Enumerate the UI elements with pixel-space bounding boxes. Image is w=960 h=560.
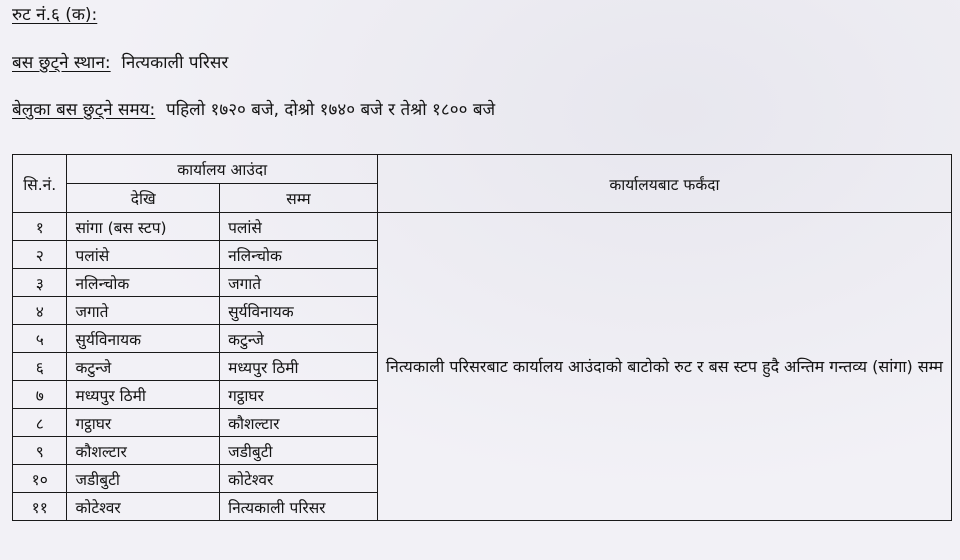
evening-time-value: पहिलो १७२० बजे, दोश्रो १७४० बजे र तेश्रो १८०० बजे (166, 100, 496, 120)
row-from: सुर्यविनायक (67, 325, 220, 353)
row-serial: ११ (13, 493, 67, 521)
row-to: गट्ठाघर (220, 381, 378, 409)
row-from: पलांसे (67, 241, 220, 269)
row-serial: १ (13, 213, 67, 241)
row-from: जडीबुटी (67, 465, 220, 493)
row-serial: ७ (13, 381, 67, 409)
return-route-description: नित्यकाली परिसरबाट कार्यालय आउंदाको बाटोको रुट र बस स्टप हुदै अन्तिम गन्तव्य (सांगा) सम्म (377, 213, 951, 521)
row-serial: ९ (13, 437, 67, 465)
row-serial: ८ (13, 409, 67, 437)
row-from: गट्ठाघर (67, 409, 220, 437)
row-serial: ३ (13, 269, 67, 297)
row-to: कोटेश्वर (220, 465, 378, 493)
row-serial: १० (13, 465, 67, 493)
row-to: कटुन्जे (220, 325, 378, 353)
table-header-row (13, 155, 952, 184)
table-row (13, 213, 952, 241)
departure-place-line (12, 50, 228, 73)
evening-time-label: बेलुका बस छुट्ने समय: (12, 100, 156, 120)
row-from: कौशल्टार (67, 437, 220, 465)
route-table (12, 154, 952, 521)
header-serial-number: सि.नं. (13, 155, 67, 213)
row-to: नित्यकाली परिसर (220, 493, 378, 521)
row-from: कोटेश्वर (67, 493, 220, 521)
row-to: मध्यपुर ठिमी (220, 353, 378, 381)
row-to: पलांसे (220, 213, 378, 241)
header-coming-to-office: कार्यालय आउंदा (67, 155, 377, 184)
row-to: जगाते (220, 269, 378, 297)
row-from: जगाते (67, 297, 220, 325)
route-number-line (12, 2, 97, 25)
row-serial: ५ (13, 325, 67, 353)
row-from: सांगा (बस स्टप) (67, 213, 220, 241)
departure-place-label: बस छुट्ने स्थान: (12, 53, 111, 73)
row-from: कटुन्जे (67, 353, 220, 381)
header-from: देखि (67, 184, 220, 213)
row-to: कौशल्टार (220, 409, 378, 437)
row-serial: ४ (13, 297, 67, 325)
row-serial: २ (13, 241, 67, 269)
row-to: नलिन्चोक (220, 241, 378, 269)
row-to: जडीबुटी (220, 437, 378, 465)
departure-place-value: नित्यकाली परिसर (121, 53, 229, 73)
route-number: रुट नं.६ (क): (12, 5, 98, 25)
row-from: मध्यपुर ठिमी (67, 381, 220, 409)
header-returning-from-office: कार्यालयबाट फर्कंदा (377, 155, 951, 213)
header-to: सम्म (220, 184, 378, 213)
evening-time-line (12, 97, 495, 120)
row-serial: ६ (13, 353, 67, 381)
row-from: नलिन्चोक (67, 269, 220, 297)
row-to: सुर्यविनायक (220, 297, 378, 325)
